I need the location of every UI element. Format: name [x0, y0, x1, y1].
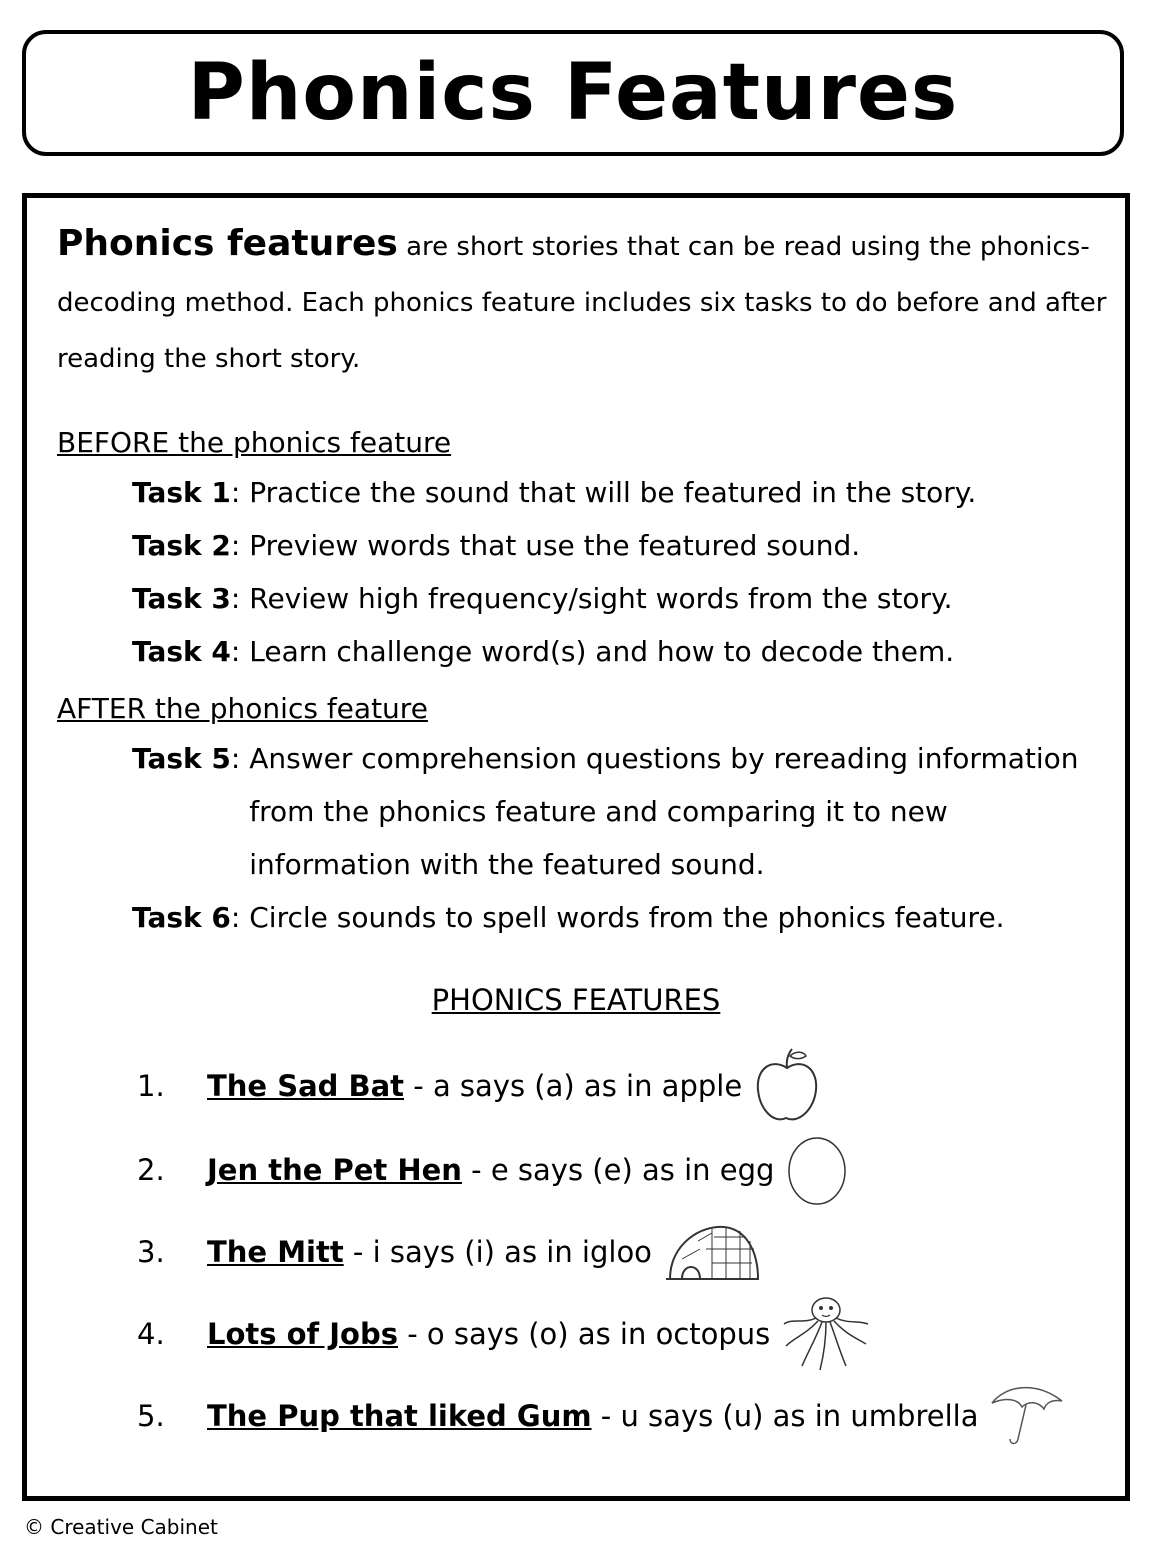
feature-title: The Pup that liked Gum: [207, 1399, 592, 1433]
feature-description: - e says (e) as in egg: [461, 1153, 775, 1187]
task-item: Task 6 : Circle sounds to spell words from the phonics feature.: [132, 891, 1112, 944]
feature-description: - o says (o) as in octopus: [398, 1317, 771, 1351]
task-name: Task 5: [132, 742, 231, 775]
content-box: [22, 193, 1130, 1501]
task-text: Practice the sound that will be featured in the story.: [249, 476, 977, 509]
item-number: 1.: [137, 1069, 165, 1103]
title-box: [22, 30, 1124, 156]
page-title: Phonics Features: [187, 48, 959, 138]
feature-title: The Sad Bat: [207, 1069, 405, 1103]
egg-icon: [784, 1133, 850, 1207]
intro-paragraph: [57, 216, 1107, 387]
intro-lead: Phonics features: [57, 223, 398, 264]
list-item: [137, 1056, 822, 1116]
task-name: Task 3: [132, 582, 231, 615]
task-text: Learn challenge word(s) and how to decode them.: [249, 635, 955, 668]
task-item: Task 4 : Learn challenge word(s) and how to decode them.: [132, 625, 1112, 678]
feature-description: - u says (u) as in umbrella: [591, 1399, 979, 1433]
after-heading: AFTER the phonics feature: [57, 692, 428, 725]
list-item: [137, 1140, 850, 1200]
feature-title: Lots of Jobs: [207, 1317, 398, 1351]
task-name: Task 6: [132, 901, 231, 934]
item-number: 3.: [137, 1235, 165, 1269]
item-number: 2.: [137, 1153, 165, 1187]
task-name: Task 2: [132, 529, 231, 562]
task-text: Answer comprehension questions by rereading information from the phonics feature and comparing it to new information with the featured sound.: [249, 742, 1079, 881]
task-text: Circle sounds to spell words from the phonics feature.: [249, 901, 1005, 934]
intro-text: are short stories that can be read using the phonics-decoding method. Each phonics feature includes six tasks to do before and after reading the short story.: [57, 232, 1107, 374]
feature-title: Jen the Pet Hen: [207, 1153, 462, 1187]
task-item: Task 3 : Review high frequency/sight words from the story.: [132, 572, 1112, 625]
list-item: [137, 1304, 872, 1364]
task-text: Preview words that use the featured sound.: [249, 529, 861, 562]
igloo-icon: [662, 1219, 762, 1285]
item-number: 5.: [137, 1399, 165, 1433]
umbrella-icon: [988, 1381, 1068, 1451]
feature-title: The Mitt: [207, 1235, 344, 1269]
list-item: [137, 1386, 1068, 1446]
apple-icon: [752, 1046, 822, 1126]
item-number: 4.: [137, 1317, 165, 1351]
octopus-icon: [780, 1294, 872, 1374]
task-item: Task 1 : Practice the sound that will be featured in the story.: [132, 466, 1112, 519]
features-list-heading: PHONICS FEATURES: [431, 983, 721, 1017]
task-name: Task 4: [132, 635, 231, 668]
task-item: Task 5 : Answer comprehension questions by rereading information from the phonics feature and comparing it to new information with the featured sound.: [132, 732, 1112, 891]
feature-description: - a says (a) as in apple: [404, 1069, 743, 1103]
task-text: Review high frequency/sight words from the story.: [249, 582, 953, 615]
task-item: Task 2 : Preview words that use the featured sound.: [132, 519, 1112, 572]
before-heading: BEFORE the phonics feature: [57, 426, 452, 459]
copyright: © Creative Cabinet: [24, 1515, 218, 1539]
feature-description: - i says (i) as in igloo: [343, 1235, 652, 1269]
task-name: Task 1: [132, 476, 231, 509]
list-item: [137, 1222, 762, 1282]
